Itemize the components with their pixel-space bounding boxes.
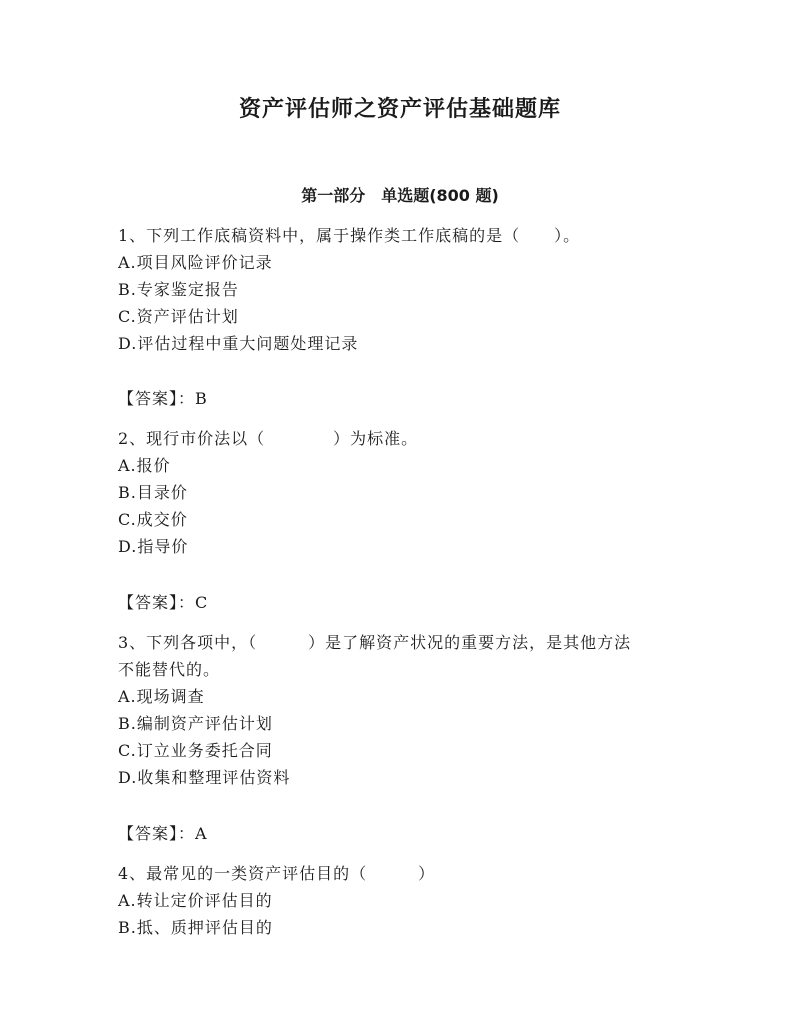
question-3-option-a: A.现场调查 [118, 687, 205, 706]
question-3-option-d: D.收集和整理评估资料 [118, 768, 291, 787]
question-1-option-b: B.专家鉴定报告 [118, 280, 239, 299]
question-2-option-d: D.指导价 [118, 537, 189, 556]
question-4-option-b: B.抵、质押评估目的 [118, 918, 273, 937]
question-4-option-a: A.转让定价评估目的 [118, 891, 273, 910]
question-2-answer: 【答案】：C [118, 593, 209, 612]
question-3-option-c: C.订立业务委托合同 [118, 741, 273, 760]
question-3-stem: 3、下列各项中，（ ）是了解资产状况的重要方法，是其他方法 [118, 633, 632, 652]
question-1-stem: 1、下列工作底稿资料中，属于操作类工作底稿的是（ ）。 [118, 226, 581, 245]
question-3-answer: 【答案】：A [118, 824, 208, 843]
question-2-stem: 2、现行市价法以（ ）为标准。 [118, 429, 419, 448]
question-2-option-b: B.目录价 [118, 483, 188, 502]
question-1-answer: 【答案】：B [118, 389, 208, 408]
document-title: 资产评估师之资产评估基础题库 [238, 97, 561, 122]
section-heading: 第一部分 单选题(800 题) [301, 186, 499, 205]
question-2-option-c: C.成交价 [118, 510, 188, 529]
question-1-option-c: C.资产评估计划 [118, 307, 239, 326]
question-4-stem: 4、最常见的一类资产评估目的（ ） [118, 864, 436, 883]
question-3-option-b: B.编制资产评估计划 [118, 714, 273, 733]
question-3-stem-continued: 不能替代的。 [118, 660, 221, 679]
question-2-option-a: A.报价 [118, 456, 171, 475]
question-1-option-a: A.项目风险评价记录 [118, 253, 273, 272]
question-1-option-d: D.评估过程中重大问题处理记录 [118, 334, 359, 353]
